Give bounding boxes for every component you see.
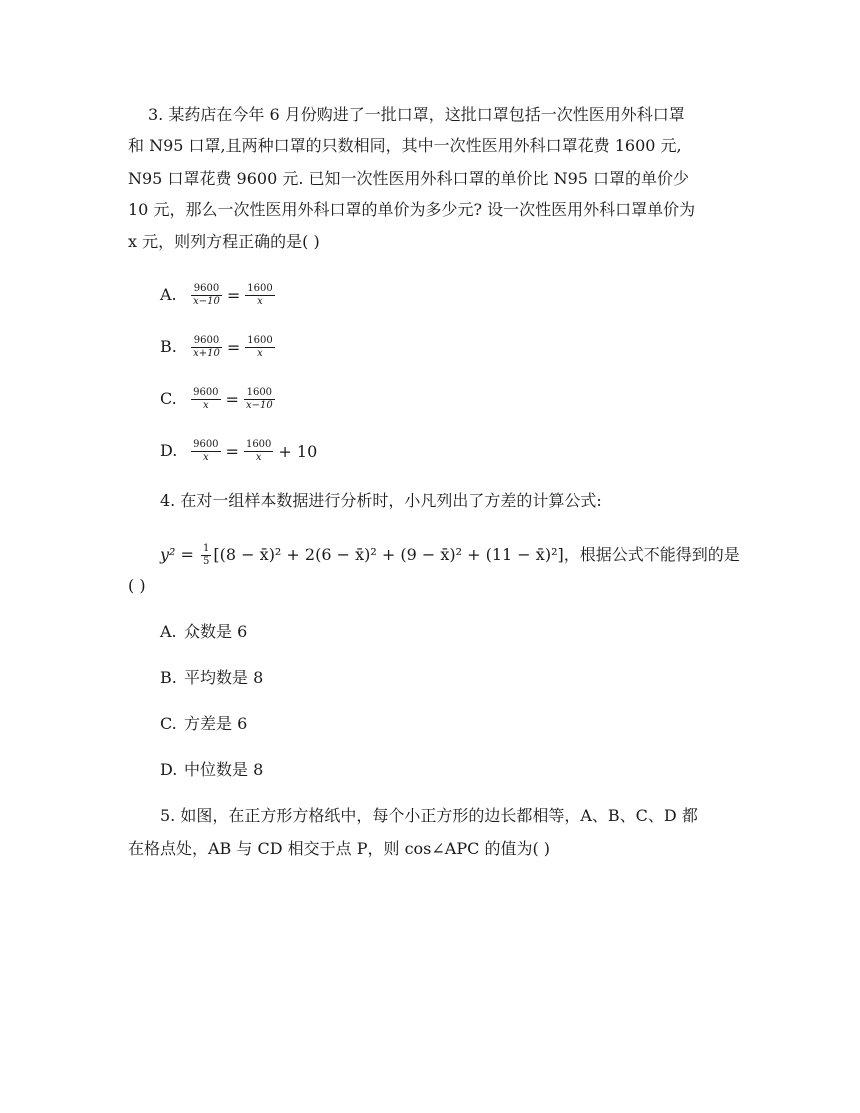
one-fifth-fraction: $\frac{1}{5}$ [203,543,210,567]
q4-option-d [160,759,263,781]
formula-body: [(8 − x̄)² + 2(6 − x̄)² + (9 − x̄)² + (11 − x̄)²] [213,545,564,564]
option-text: 中位数是 8 [184,760,264,779]
formula-tail: ，根据公式不能得到的是 [563,545,740,564]
q4-line-1: 4. 在对一组样本数据进行分析时，小凡列出了方差的计算公式: [160,491,602,510]
q4-option-b [160,667,263,689]
q3-option-d [160,434,317,469]
left-fraction: $\frac{9600}{x}$ [193,387,219,411]
q4-formula-line [160,538,740,572]
left-fraction: $\frac{9600}{x}$ [193,439,219,463]
equals-sign: = [226,337,241,357]
q3-line-3: N95 口罩花费 9600 元. 已知一次性医用外科口罩的单价比 N95 口罩的单价少 [128,169,690,188]
q4-line-3: ( ) [128,576,146,595]
q4-option-a [160,621,247,643]
option-text: 众数是 6 [184,622,248,641]
right-fraction: $\frac{1600}{x}$ [247,335,273,359]
equals-sign: = [226,285,241,305]
option-label: D. [160,760,178,779]
q5-line-2: 在格点处，AB 与 CD 相交于点 P，则 cos∠APC 的值为( ) [128,839,551,858]
q3-option-c [160,382,277,417]
equals-sign: = [225,389,239,409]
q3-line-5: x 元，则列方程正确的是( ) [128,232,320,251]
option-text: 方差是 6 [184,714,248,733]
option-label: A. [160,622,177,641]
q4-option-c [160,713,247,735]
plus-ten: + 10 [278,441,318,461]
option-label: B. [160,668,177,687]
option-label: C. [160,714,177,733]
equals-sign: = [225,441,239,461]
formula-lhs: y² = [160,545,194,564]
q3-option-b [160,330,277,365]
q5-line-1: 5. 如图，在正方形方格纸中，每个小正方形的边长都相等，A、B、C、D 都 [160,806,698,825]
left-fraction: $\frac{9600}{x-10}$ [193,283,220,307]
option-label: B. [160,337,177,356]
option-label: D. [160,441,178,460]
option-text: 平均数是 8 [184,668,264,687]
q3-line-1: 3. 某药店在今年 6 月份购进了一批口罩，这批口罩包括一次性医用外科口罩 [148,105,685,124]
option-label: A. [160,285,177,304]
right-fraction: $\frac{1600}{x}$ [247,283,273,307]
q3-option-a [160,278,277,313]
right-fraction: $\frac{1600}{x}$ [245,439,272,463]
right-fraction: $\frac{1600}{x-10}$ [245,387,273,411]
left-fraction: $\frac{9600}{x+10}$ [193,335,220,359]
q3-line-4: 10 元，那么一次性医用外科口罩的单价为多少元? 设一次性医用外科口罩单价为 [128,200,696,219]
option-label: C. [160,389,177,408]
q3-line-2: 和 N95 口罩,且两种口罩的只数相同，其中一次性医用外科口罩花费 1600 元, [128,136,682,155]
